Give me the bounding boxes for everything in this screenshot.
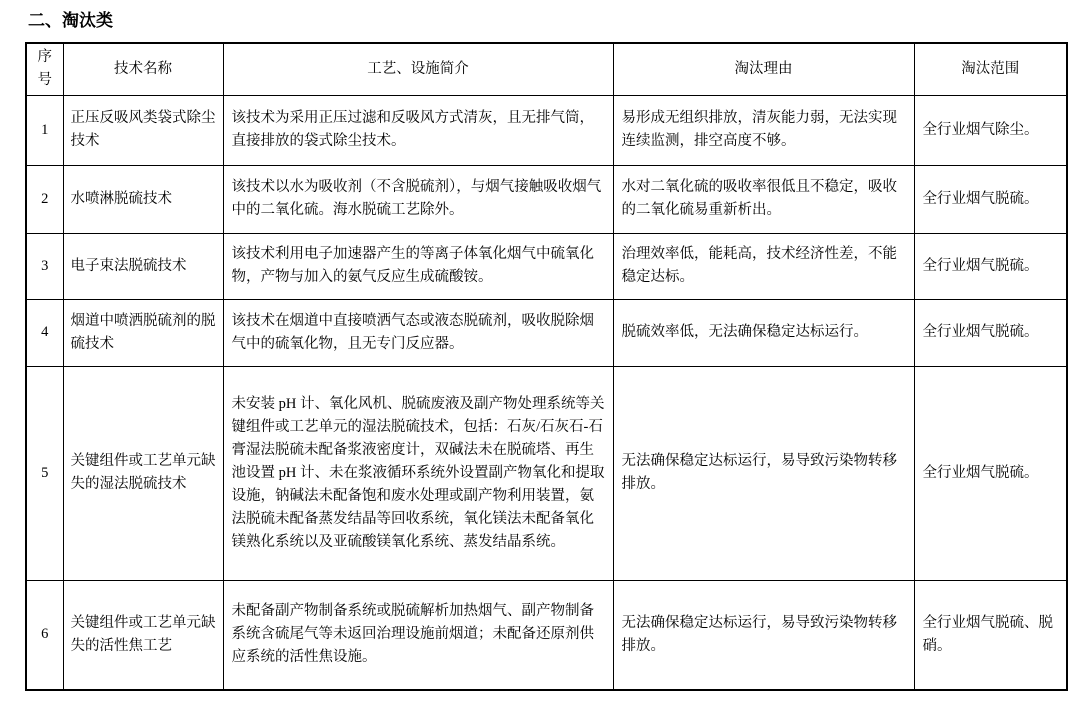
- column-header-tech-name: 技术名称: [63, 43, 223, 95]
- cell-serial-number: 1: [26, 95, 63, 165]
- table-row: [26, 95, 1067, 165]
- cell-reason: 无法确保稳定达标运行，易导致污染物转移排放。: [613, 366, 914, 580]
- section-title: 二、淘汰类: [28, 11, 113, 30]
- column-header-process-desc: 工艺、设施简介: [223, 43, 613, 95]
- table-row: [26, 366, 1067, 580]
- cell-reason: 无法确保稳定达标运行，易导致污染物转移排放。: [613, 580, 914, 690]
- cell-scope: 全行业烟气脱硫。: [914, 299, 1067, 366]
- cell-process-desc: 未配备副产物制备系统或脱硫解析加热烟气、副产物制备系统含硫尾气等未返回治理设施前烟道；未配备还原剂供应系统的活性焦设施。: [223, 580, 613, 690]
- table-row: [26, 299, 1067, 366]
- cell-tech-name: 正压反吸风类袋式除尘技术: [63, 95, 223, 165]
- cell-scope: 全行业烟气脱硫、脱硝。: [914, 580, 1067, 690]
- cell-scope: 全行业烟气脱硫。: [914, 165, 1067, 233]
- table-row: [26, 580, 1067, 690]
- cell-tech-name: 关键组件或工艺单元缺失的活性焦工艺: [63, 580, 223, 690]
- cell-reason: 易形成无组织排放，清灰能力弱，无法实现连续监测，排空高度不够。: [613, 95, 914, 165]
- column-header-serial: 序号: [26, 43, 63, 95]
- cell-serial-number: 2: [26, 165, 63, 233]
- cell-process-desc: 该技术为采用正压过滤和反吸风方式清灰，且无排气筒，直接排放的袋式除尘技术。: [223, 95, 613, 165]
- cell-process-desc: 未安装 pH 计、氧化风机、脱硫废液及副产物处理系统等关键组件或工艺单元的湿法脱硫技术，包括：石灰/石灰石-石膏湿法脱硫未配备浆液密度计，双碱法未在脱硫塔、再生池设置 pH 计、未在浆液循环系统外设置副产物氧化和提取设施，钠碱法未配备饱和废水处理或副产物利用装置，氨法脱硫未配备蒸发结晶等回收系统，氧化镁法未配备氧化镁熟化系统以及亚硫酸镁氧化系统、蒸发结晶系统。: [223, 366, 613, 580]
- cell-scope: 全行业烟气除尘。: [914, 95, 1067, 165]
- cell-tech-name: 水喷淋脱硫技术: [63, 165, 223, 233]
- table-row: [26, 233, 1067, 299]
- cell-reason: 治理效率低，能耗高，技术经济性差，不能稳定达标。: [613, 233, 914, 299]
- cell-process-desc: 该技术利用电子加速器产生的等离子体氧化烟气中硫氧化物，产物与加入的氨气反应生成硫酸铵。: [223, 233, 613, 299]
- cell-tech-name: 电子束法脱硫技术: [63, 233, 223, 299]
- cell-process-desc: 该技术在烟道中直接喷洒气态或液态脱硫剂，吸收脱除烟气中的硫氧化物，且无专门反应器。: [223, 299, 613, 366]
- column-header-reason: 淘汰理由: [613, 43, 914, 95]
- cell-tech-name: 关键组件或工艺单元缺失的湿法脱硫技术: [63, 366, 223, 580]
- cell-reason: 水对二氧化硫的吸收率很低且不稳定，吸收的二氧化硫易重新析出。: [613, 165, 914, 233]
- table-row: [26, 165, 1067, 233]
- cell-reason: 脱硫效率低，无法确保稳定达标运行。: [613, 299, 914, 366]
- elimination-table: [25, 42, 1068, 691]
- document-page: [0, 9, 1083, 691]
- cell-tech-name: 烟道中喷洒脱硫剂的脱硫技术: [63, 299, 223, 366]
- cell-scope: 全行业烟气脱硫。: [914, 366, 1067, 580]
- cell-serial-number: 3: [26, 233, 63, 299]
- table-header-row: [26, 43, 1067, 95]
- column-header-scope: 淘汰范围: [914, 43, 1067, 95]
- cell-serial-number: 6: [26, 580, 63, 690]
- cell-scope: 全行业烟气脱硫。: [914, 233, 1067, 299]
- cell-serial-number: 5: [26, 366, 63, 580]
- cell-process-desc: 该技术以水为吸收剂（不含脱硫剂），与烟气接触吸收烟气中的二氧化硫。海水脱硫工艺除外。: [223, 165, 613, 233]
- cell-serial-number: 4: [26, 299, 63, 366]
